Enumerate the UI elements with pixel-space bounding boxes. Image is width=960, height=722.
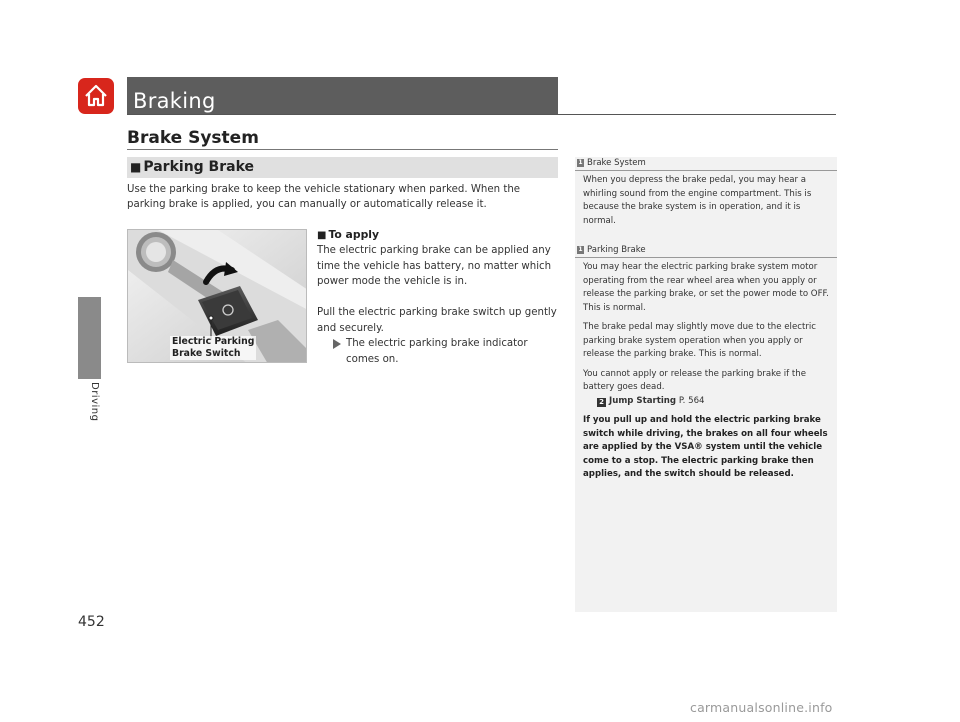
parking-brake-photo bbox=[127, 229, 307, 363]
note-warning: If you pull up and hold the electric parking brake switch while driving, the brakes on all four wheels are applied by the VSA® system until the vehicle come to a stop. The electric parking brake then applies, and the switch should be released. bbox=[583, 415, 828, 479]
note-parking-brake-body bbox=[583, 261, 829, 488]
note-paragraph: The brake pedal may slightly move due to the electric parking brake system operation when you apply or release the parking brake. This is normal. bbox=[583, 322, 816, 359]
apply-paragraph-2: Pull the electric parking brake switch up gently and securely. bbox=[317, 307, 557, 334]
section-rule bbox=[127, 149, 558, 150]
reference-icon: 2 bbox=[597, 398, 606, 407]
apply-heading: ■ To apply bbox=[317, 228, 380, 241]
note-parking-brake-title: 1 Parking Brake bbox=[575, 244, 837, 258]
apply-marker: ■ bbox=[317, 230, 327, 241]
apply-paragraph-1: The electric parking brake can be applied any time the vehicle has battery, no matter which power mode the vehicle is in. bbox=[317, 245, 552, 287]
subsection-heading bbox=[127, 157, 558, 178]
note-paragraph: You may hear the electric parking brake system motor operating from the rear wheel area when you apply or release the parking brake, or set the power mode to OFF. This is normal. bbox=[583, 262, 829, 313]
home-icon bbox=[83, 83, 109, 109]
note-paragraph: You cannot apply or release the parking brake if the battery goes dead. bbox=[583, 368, 807, 392]
note-badge: 1 bbox=[578, 159, 583, 166]
heading-marker: ■ bbox=[130, 160, 142, 174]
home-button[interactable] bbox=[78, 78, 114, 114]
chapter-rule bbox=[127, 114, 836, 115]
note-badge: 1 bbox=[578, 246, 583, 253]
figure-callout: Electric Parking Brake Switch bbox=[172, 336, 255, 359]
note-brake-system-body: When you depress the brake pedal, you may hear a whirling sound from the engine compartment. This is because the brake system is in operation, and it is normal. bbox=[583, 175, 812, 226]
chapter-tab[interactable] bbox=[78, 297, 101, 379]
notes-panel bbox=[575, 157, 837, 612]
subsection-heading-text: Parking Brake bbox=[143, 159, 255, 175]
chapter-title: Braking bbox=[127, 77, 558, 115]
side-label: Driving bbox=[89, 382, 100, 422]
arrow-right-icon bbox=[333, 339, 341, 349]
note-brake-system-title: 1 Brake System bbox=[575, 157, 837, 171]
watermark: carmanualsonline.info bbox=[690, 700, 833, 715]
intro-paragraph: Use the parking brake to keep the vehicle stationary when parked. When the parking brake is applied, you can manually or automatically release it. bbox=[127, 184, 521, 210]
jump-starting-link[interactable]: 2 Jump Starting P. 564 bbox=[583, 395, 829, 409]
section-title: Brake System bbox=[127, 128, 259, 148]
page-number: 452 bbox=[78, 614, 105, 630]
apply-result: The electric parking brake indicator comes on. bbox=[333, 336, 548, 367]
